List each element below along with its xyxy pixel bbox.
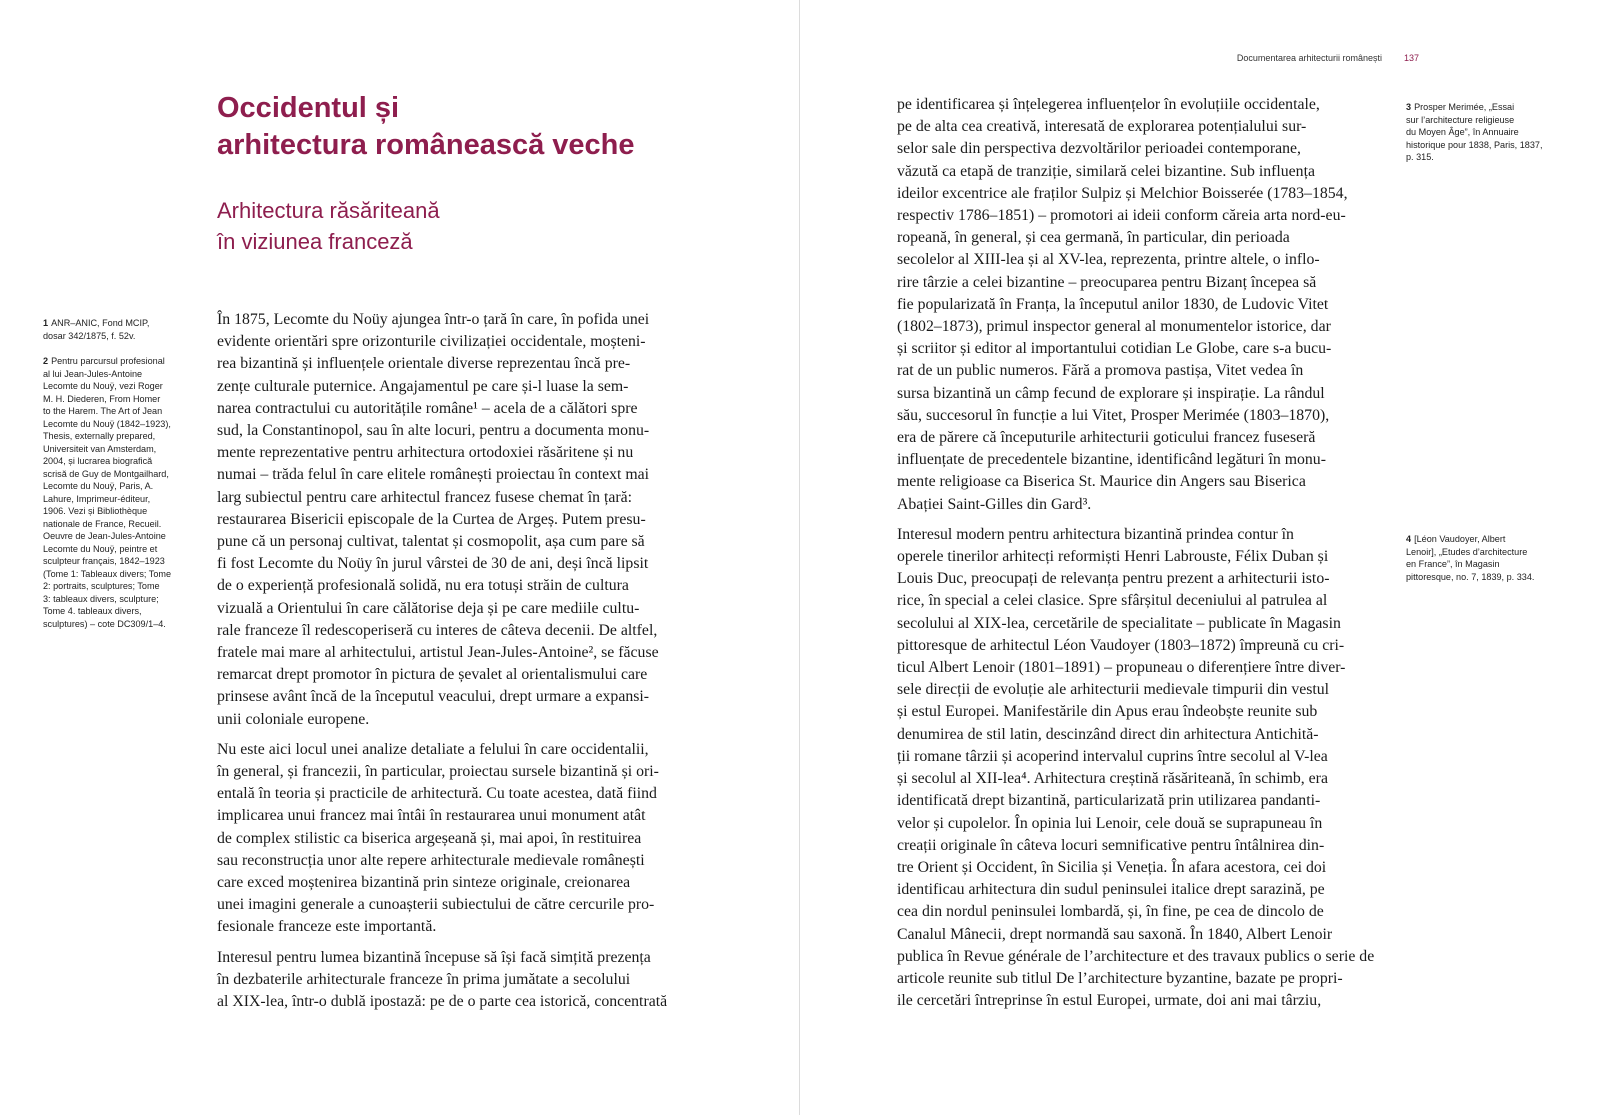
body-paragraph <box>897 524 1384 1012</box>
text-line: (1802–1873), primul inspector general al monumentelor istorice, dar <box>897 318 1331 336</box>
footnote-text: scrisă de Guy de Montgailhard, <box>43 468 169 479</box>
text-line: narea contractului cu autoritățile române¹ – acela de a călători spre <box>217 399 638 417</box>
left-page-body <box>217 309 704 1021</box>
footnote-text: M. H. Diederen, From Homer <box>43 393 161 404</box>
footnote-number: 2 <box>43 356 49 366</box>
text-line: Abației Saint-Gilles din Gard³. <box>897 495 1092 513</box>
footnote-text: sculptures) – cote DC309/1–4. <box>43 618 166 629</box>
body-paragraph <box>897 94 1384 516</box>
footnote-text: sculpteur français, 1842–1923 <box>43 556 165 566</box>
footnote-line <box>43 443 203 456</box>
text-line: secolului al XIX-lea, cercetările de specialitate – publicate în Magasin <box>897 614 1341 632</box>
footnote-line <box>43 543 203 556</box>
text-line: rat de un public numeros. Fără a promova pastișa, Vitet vedea în <box>897 362 1304 380</box>
text-line: zențe culturale puternice. Angajamentul pe care și-l luase la sem- <box>217 377 629 395</box>
footnote-line <box>43 480 203 493</box>
footnote-3 <box>1406 101 1571 164</box>
footnote-text: du Moyen Âge”, în Annuaire <box>1406 127 1519 137</box>
footnote-text: Lenoir], „Etudes d’architecture <box>1406 546 1528 557</box>
text-line: numai – trăda felul în care elitele românești proiectau în context mai <box>217 466 650 484</box>
text-line: velor și cupolelor. În opinia lui Lenoir, cele două se suprapuneau în <box>897 814 1323 832</box>
footnote-line <box>43 593 203 606</box>
text-line: pune că un personaj cultivat, talentat și cosmopolit, așa cum pare să <box>217 533 645 551</box>
text-line: respectiv 1786–1851) – promotori ai ideii conform căreia arta nord-eu- <box>897 207 1346 225</box>
text-line: secolelor al XIII-lea și al XV-lea, reprezenta, printre altele, o inflo- <box>897 251 1320 269</box>
body-paragraph <box>217 947 704 1014</box>
footnote-line <box>1406 126 1571 139</box>
text-line: fi fost Lecomte du Noüy în jurul vârstei de 30 de ani, deși încă lipsit <box>217 555 649 573</box>
text-line: care exced moștenirea bizantină prin sinteze originale, creionarea <box>217 874 631 892</box>
text-line: și scriitor și editor al importantului cotidian Le Globe, care s-a bucu- <box>897 340 1332 358</box>
text-line: pittoresque de arhitectul Léon Vaudoyer (1803–1872) împreună cu cri- <box>897 636 1345 654</box>
text-line: pe identificarea și înțelegerea influențelor în evoluțiile occidentale, <box>897 96 1320 113</box>
footnote-text: en France”, în Magasin <box>1406 559 1500 569</box>
text-line: identificată drept bizantină, particularizată prin utilizarea pandanti- <box>897 792 1321 810</box>
footnote-text: historique pour 1838, Paris, 1837, <box>1406 139 1543 150</box>
text-line: ideilor excentrice ale fraților Sulpiz și Melchior Boisserée (1783–1854, <box>897 184 1348 202</box>
text-line: fesionale franceze este importantă. <box>217 918 437 936</box>
chapter-title-line-2: arhitectura românească veche <box>217 129 635 161</box>
text-line: vizuală a Orientului în care călătorise deja și pe care mediile cultu- <box>217 599 640 617</box>
footnote-text: Oeuvre de Jean-Jules-Antoine <box>43 531 166 541</box>
page-gutter-divider <box>799 0 800 1115</box>
footnote-text: Lecomte du Nouÿ, vezi Roger <box>43 381 163 391</box>
footnote-line <box>43 368 203 381</box>
footnote-line <box>43 555 203 568</box>
footnote-text: dosar 342/1875, f. 52v. <box>43 330 136 341</box>
footnote-line <box>1406 546 1571 559</box>
text-line: remarcat drept promotor în pictura de șevalet al orientalismului care <box>217 666 648 684</box>
chapter-title <box>217 90 737 164</box>
footnote-2 <box>43 355 203 630</box>
text-line: sele direcții de evoluție ale arhitecturii medievale timpurii din vestul <box>897 681 1330 699</box>
text-line: și estul Europei. Manifestările din Apus erau îndeobște reunite sub <box>897 703 1318 721</box>
text-line: mente reprezentative pentru arhitectura ortodoxiei răsăritene și nu <box>217 444 634 462</box>
text-line: denumirea de stil latin, descinzând direct din arhitectura Antichită- <box>897 725 1319 743</box>
text-line: restaurarea Bisericii episcopale de la Curtea de Argeș. Putem presu- <box>217 510 646 528</box>
footnote-text: sur l’architecture religieuse <box>1406 114 1515 125</box>
footnote-text: p. 315. <box>1406 152 1434 162</box>
text-line: Nu este aici locul unei analize detaliate a felului în care occidentalii, <box>217 740 649 758</box>
text-line: cea din nordul peninsulei lombardă, și, în fine, pe cea de dincolo de <box>897 903 1324 921</box>
text-line: rea bizantină și influențele orientale diverse reprezentau încă pre- <box>217 355 631 373</box>
text-line: Interesul pentru lumea bizantină începuse să își facă simțită prezența <box>217 948 651 966</box>
footnote-text: 1906. Vezi și Bibliothèque <box>43 506 148 516</box>
footnote-text: Lecomte du Nouÿ (1842–1923), <box>43 418 171 429</box>
footnote-line <box>43 393 203 406</box>
footnote-line <box>43 468 203 481</box>
footnote-text: Tome 4. tableaux divers, <box>43 606 142 616</box>
footnote-line <box>43 455 203 468</box>
text-line: În 1875, Lecomte du Noüy ajungea într-o țară în care, în pofida unei <box>217 311 650 328</box>
footnote-text: 2: portraits, sculptures; Tome <box>43 581 160 591</box>
section-subtitle <box>217 195 737 257</box>
text-line: Canalul Mânecii, drept normandă sau saxonă. În 1840, Albert Lenoir <box>897 925 1333 943</box>
text-line: fratele mai mare al arhitectului, artistul Jean-Jules-Antoine², se făcuse <box>217 644 659 662</box>
text-line: identificau arhitectura din sudul peninsulei italice drept sarazină, pe <box>897 881 1325 899</box>
text-line: al XIX-lea, într-o dublă ipostază: pe de o parte cea istorică, concentrată <box>217 993 668 1011</box>
footnote-line <box>43 618 203 631</box>
text-line: unei imagini generale a cunoașterii subiectului de către cercurile pro- <box>217 896 655 914</box>
footnote-number: 1 <box>43 318 49 328</box>
text-line: evidente orientări spre orizonturile civilizației occidentale, moșteni- <box>217 333 646 351</box>
text-line: entală în teoria și practicile de arhitectură. Cu toate acestea, dată fiind <box>217 785 657 803</box>
text-line: pe de alta cea creativă, interesată de explorarea potențialului sur- <box>897 118 1307 136</box>
body-paragraph <box>217 309 704 731</box>
footnote-text: [Léon Vaudoyer, Albert <box>1414 534 1506 544</box>
text-line: sursa bizantină un câmp fecund de explorare și inspirație. La rândul <box>897 384 1325 402</box>
footnote-text: al lui Jean-Jules-Antoine <box>43 368 143 379</box>
text-line: de o experiență profesională solidă, nu era totuși străin de cultura <box>217 577 629 595</box>
footnote-line <box>43 505 203 518</box>
footnote-line <box>1406 151 1571 164</box>
text-line: articole reunite sub titlul De l’architecture byzantine, bazate pe propri- <box>897 969 1343 987</box>
footnote-line <box>1406 114 1571 127</box>
footnote-line <box>1406 101 1571 114</box>
text-line: ropeană, în general, și cea germană, în particular, din perioada <box>897 229 1290 247</box>
text-line: selor sale din perspectiva dezvoltărilor perioadei contemporane, <box>897 140 1301 158</box>
section-subtitle-line-2: în viziunea franceză <box>217 229 413 254</box>
text-line: ticul Albert Lenoir (1801–1891) – propuneau o diferențiere între diver- <box>897 659 1346 677</box>
text-line: publica în Revue générale de l’architecture et des travaux publics o serie de <box>897 947 1375 965</box>
text-line: prinsese avânt încă de la începutul veacului, drept urmare a expansi- <box>217 688 650 706</box>
text-line: de complex stilistic ca biserica argeșeană și, mai apoi, în restituirea <box>217 829 642 847</box>
footnote-line <box>43 380 203 393</box>
footnote-text: nationale de France, Recueil. <box>43 518 162 529</box>
footnote-text: Universiteit van Amsterdam, <box>43 443 157 454</box>
text-line: tre Orient și Occident, în Sicilia și Veneția. În afara acestora, cei doi <box>897 858 1327 876</box>
footnote-number: 4 <box>1406 534 1412 544</box>
text-line: era de părere că începuturile arhitecturii goticului francez fuseseră <box>897 429 1316 447</box>
text-line: rice, în special a celei clasice. Spre sfârșitul deceniului al patrulea al <box>897 592 1328 610</box>
text-line: rire târzie a celei bizantine – preocuparea pentru Bizanț începea să <box>897 273 1317 291</box>
footnote-line <box>43 430 203 443</box>
footnote-4 <box>1406 533 1571 583</box>
section-subtitle-line-1: Arhitectura răsăriteană <box>217 198 440 223</box>
text-line: operele tinerilor arhitecți reformiști Henri Labrouste, Félix Duban și <box>897 548 1329 566</box>
text-line: unii coloniale europene. <box>217 710 370 728</box>
footnote-text: pittoresque, no. 7, 1839, p. 334. <box>1406 571 1535 582</box>
footnote-line <box>43 530 203 543</box>
footnote-line <box>1406 571 1571 584</box>
text-line: Interesul modern pentru arhitectura bizantină prindea contur în <box>897 525 1294 543</box>
footnote-text: 2004, și lucrarea biografică <box>43 456 153 466</box>
footnote-line <box>43 418 203 431</box>
text-line: Louis Duc, preocupați de relevanța pentru prezent a arhitecturii isto- <box>897 570 1330 588</box>
text-line: în general, și francezii, în particular, proiectau sursele bizantină și ori- <box>217 763 659 781</box>
footnote-line <box>43 493 203 506</box>
footnote-line <box>43 605 203 618</box>
running-head: Documentarea arhitecturii românești <box>1236 53 1382 63</box>
footnote-line <box>43 405 203 418</box>
text-line: fie popularizată în Franța, la începutul anilor 1830, de Ludovic Vitet <box>897 295 1329 313</box>
text-line: sud, la Constantinopol, sau în alte locuri, pentru a documenta monu- <box>217 422 650 440</box>
footnote-line <box>43 518 203 531</box>
footnote-number: 3 <box>1406 102 1412 112</box>
body-paragraph <box>217 739 704 939</box>
footnote-line <box>1406 558 1571 571</box>
text-line: ile cercetări întreprinse în estul Europei, urmate, doi ani mai târziu, <box>897 992 1322 1010</box>
footnote-line <box>43 355 203 368</box>
footnote-line <box>1406 139 1571 152</box>
text-line: în dezbaterile arhitecturale franceze în prima jumătate a secolului <box>217 970 631 988</box>
right-page-body <box>897 94 1384 1020</box>
text-line: larg subiectul pentru care arhitectul francez fusese chemat în țară: <box>217 488 633 506</box>
page-number: 137 <box>1404 53 1420 63</box>
footnote-text: 3: tableaux divers, sculpture; <box>43 593 159 604</box>
text-line: rale franceze îl redescoperiseră cu interes de câteva decenii. De altfel, <box>217 621 658 639</box>
text-line: mente religioase ca Biserica St. Maurice din Angers sau Biserica <box>897 473 1306 491</box>
text-line: și secolul al XII-lea⁴. Arhitectura creștină răsăriteană, în schimb, era <box>897 770 1328 788</box>
footnote-text: ANR–ANIC, Fond MCIP, <box>51 318 150 328</box>
text-line: creații originale în câteva locuri semnificative pentru întâlnirea din- <box>897 836 1325 854</box>
text-line: influențate de precedentele bizantine, identificând legături în monu- <box>897 451 1326 469</box>
footnote-line <box>1406 533 1571 546</box>
text-line: ții romane târzii și acoperind intervalul cuprins între secolul al V-lea <box>897 747 1328 765</box>
footnote-text: Pentru parcursul profesional <box>51 356 165 366</box>
text-line: său, succesorul în funcție a lui Vitet, Prosper Merimée (1803–1870), <box>897 406 1330 424</box>
footnote-text: Prosper Merimée, „Essai <box>1414 102 1515 112</box>
footnote-line <box>43 568 203 581</box>
text-line: implicarea unui francez mai întâi în restaurarea unui monument atât <box>217 807 646 825</box>
footnote-text: Lecomte du Nouÿ, peintre et <box>43 543 158 554</box>
footnote-text: Lahure, Imprimeur-éditeur, <box>43 493 151 504</box>
chapter-title-line-1: Occidentul și <box>217 92 400 124</box>
footnote-line <box>43 317 203 330</box>
text-line: văzută ca etapă de tranziție, similară celei bizantine. Sub influența <box>897 162 1315 180</box>
text-line: sau reconstrucția unor alte repere arhitecturale medievale românești <box>217 851 645 869</box>
footnote-text: (Tome 1: Tableaux divers; Tome <box>43 568 172 579</box>
footnote-text: to the Harem. The Art of Jean <box>43 406 163 416</box>
footnote-1 <box>43 317 203 342</box>
footnote-line <box>43 580 203 593</box>
footnote-text: Lecomte du Nouÿ, Paris, A. <box>43 481 154 491</box>
footnote-text: Thesis, externally prepared, <box>43 431 156 441</box>
footnote-line <box>43 330 203 343</box>
